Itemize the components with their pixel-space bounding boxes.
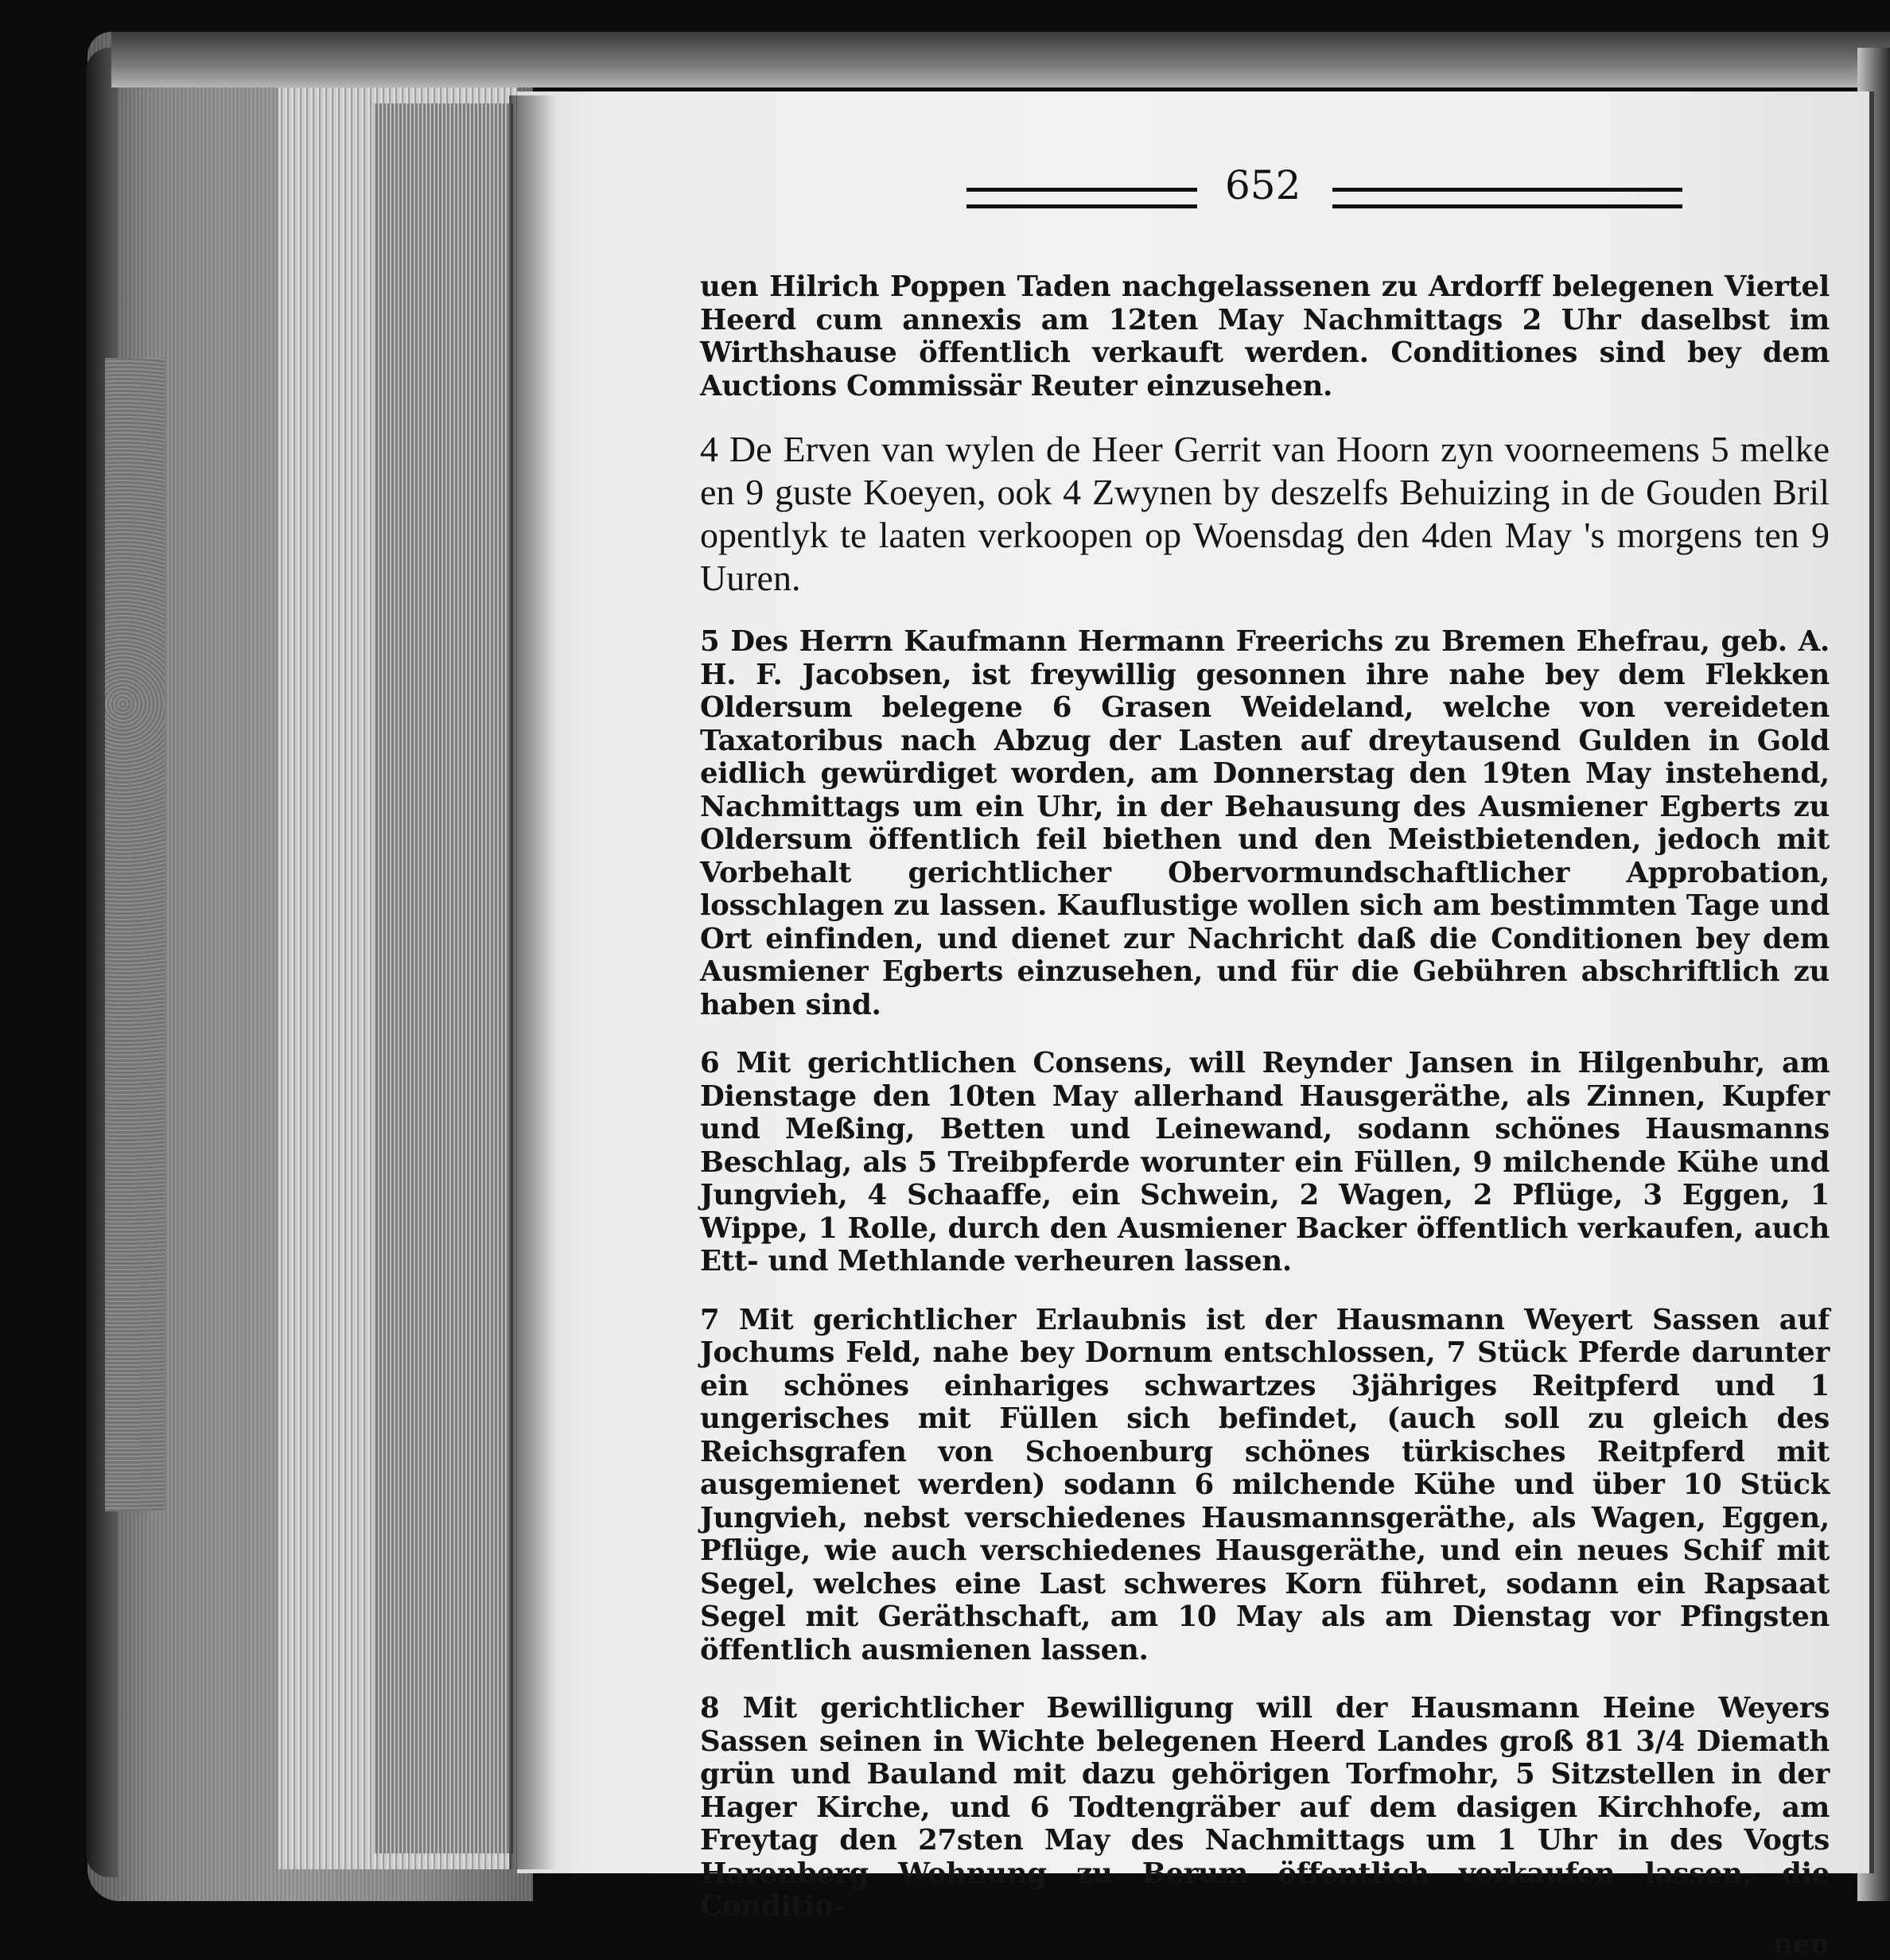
paragraph-continuation: uen Hilrich Poppen Taden nachgelassenen zu Ardorff belegenen Viertel Heerd cum annexis am 12ten May Nachmittags 2 Uhr daselbst im Wirthshause öffentlich verkauft werden. Conditiones sind bey dem Auctions Commissär Reuter einzusehen. <box>700 270 1830 402</box>
paragraph-item-5: 5 Des Herrn Kaufmann Hermann Freerichs zu Bremen Ehefrau, geb. A. H. F. Jacobsen, ist freywillig gesonnen ihre nahe bey dem Flekken Oldersum belegene 6 Grasen Weideland, welche von vereideten Taxatoribus nach Abzug der Lasten auf dreytausend Gulden in Gold eidlich gewürdiget worden, am Donnerstag den 19ten May instehend, Nachmittags um ein Uhr, in der Behausung des Ausmiener Egberts zu Oldersum öffentlich feil biethen und den Meistbietenden, jedoch mit Vorbehalt gerichtlicher Obervormundschaftlicher Approbation, losschlagen zu lassen. Kauflustige wollen sich am bestimmten Tage und Ort einfinden, und dienet zur Nachricht daß die Conditionen bey dem Ausmiener Egberts einzusehen, und für die Gebühren abschriftlich zu haben sind. <box>700 625 1830 1021</box>
spine-label-patch <box>105 358 165 1511</box>
header-rule-left <box>966 188 1197 208</box>
page-stack-inner <box>374 103 513 1853</box>
paragraph-item-4: 4 De Erven van wylen de Heer Gerrit van Hoorn zyn voorneemens 5 melke en 9 guste Koeyen, ook 4 Zwynen by deszelfs Behuizing in de Gouden Bril opentlyk te laaten verkoopen op Woensdag den 4den May 's morgens ten 9 Uuren. <box>700 429 1830 598</box>
header-rule-right <box>1332 188 1682 208</box>
page-content <box>700 270 1830 1960</box>
page-gutter-shadow <box>509 95 557 1869</box>
page-right-border <box>1869 91 1874 1873</box>
page-number: 652 <box>1225 162 1301 208</box>
paragraph-item-7: 7 Mit gerichtlicher Erlaubnis ist der Hausmann Weyert Sassen auf Jochums Feld, nahe bey Dornum entschlossen, 7 Stück Pferde darunter ein schönes einhariges schwartzes 3jähriges Reitpferd und 1 ungerisches mit Füllen sich befindet, (auch soll zu gleich des Reichsgrafen von Schoenburg schönes türkisches Reitpferd mit ausgemienet werden) sodann 6 milchende Kühe und über 10 Stück Jungvieh, nebst verschiedenes Hausmannsgeräthe, als Wagen, Eggen, Pflüge, wie auch verschiedenes Hausgeräthe, und ein neues Schif mit Segel, welches eine Last schweres Korn führet, sodann ein Rapsaat Segel mit Geräthschaft, am 10 May als am Dienstag vor Pfingsten öffentlich ausmienen lassen. <box>700 1303 1830 1666</box>
page-header <box>966 162 1841 218</box>
paragraph-item-6: 6 Mit gerichtlichen Consens, will Reynder Jansen in Hilgenbuhr, am Dienstage den 10ten May allerhand Hausgeräthe, als Zinnen, Kupfer und Meßing, Betten und Leinewand, sodann schönes Hausmanns Beschlag, als 5 Treibpferde worunter ein Füllen, 9 milchende Kühe und Jungvieh, 4 Schaaffe, ein Schwein, 2 Wagen, 2 Pflüge, 3 Eggen, 1 Wippe, 1 Rolle, durch den Ausmiener Backer öffentlich verkaufen, auch Ett- und Methlande verheuren lassen. <box>700 1047 1830 1278</box>
catchword: nen <box>1772 1927 1830 1960</box>
book-cover-top <box>111 32 1890 88</box>
paragraph-item-8: 8 Mit gerichtlicher Bewilligung will der Hausmann Heine Weyers Sassen seinen in Wichte belegenen Heerd Landes groß 81 3/4 Diemath grün und Bauland mit dazu gehörigen Torfmohr, 5 Sitzstellen in der Hager Kirche, und 6 Todtengräber auf dem dasigen Kirchhofe, am Freytag den 27sten May des Nachmittags um 1 Uhr in des Vogts Harenberg Wohnung zu Berum öffentlich verkaufen lassen, die Conditio- <box>700 1692 1830 1923</box>
